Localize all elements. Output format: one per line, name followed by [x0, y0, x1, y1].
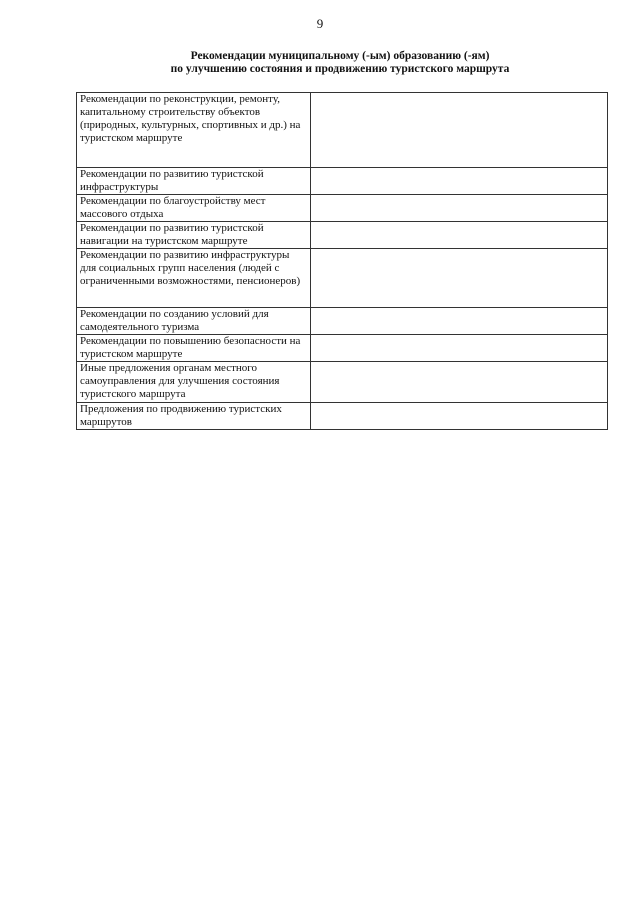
- row-label: Рекомендации по развитию туристской инфраструктуры: [77, 168, 311, 195]
- row-label: Рекомендации по реконструкции, ремонту, капитальному строительству объектов (природных, культурных, спортивных и др.) на туристском маршруте: [77, 93, 311, 168]
- document-title: [60, 50, 620, 76]
- row-value-cell: [311, 335, 608, 362]
- table-row: [77, 308, 608, 335]
- row-value-cell: [311, 249, 608, 308]
- table-row: [77, 362, 608, 403]
- row-label: Иные предложения органам местного самоуправления для улучшения состояния туристского маршрута: [77, 362, 311, 403]
- title-line-2: по улучшению состояния и продвижению туристского маршрута: [170, 63, 510, 75]
- row-value-cell: [311, 222, 608, 249]
- table-row: [77, 335, 608, 362]
- table-row: [77, 93, 608, 168]
- table-row: [77, 403, 608, 430]
- table-row: [77, 168, 608, 195]
- row-value-cell: [311, 403, 608, 430]
- row-label: Рекомендации по созданию условий для самодеятельного туризма: [77, 308, 311, 335]
- page-number: 9: [316, 16, 324, 31]
- table-row: [77, 249, 608, 308]
- row-label: Рекомендации по развитию инфраструктуры для социальных групп населения (людей с ограниченными возможностями, пенсионеров): [77, 249, 311, 308]
- title-line-1: Рекомендации муниципальному (-ым) образованию (-ям): [190, 50, 490, 62]
- row-label: Рекомендации по развитию туристской навигации на туристском маршруте: [77, 222, 311, 249]
- table-row: [77, 195, 608, 222]
- row-value-cell: [311, 93, 608, 168]
- table-row: [77, 222, 608, 249]
- row-value-cell: [311, 308, 608, 335]
- row-label: Рекомендации по повышению безопасности на туристском маршруте: [77, 335, 311, 362]
- row-value-cell: [311, 362, 608, 403]
- row-label: Предложения по продвижению туристских маршрутов: [77, 403, 311, 430]
- row-value-cell: [311, 168, 608, 195]
- recommendations-table: [76, 92, 608, 430]
- row-label: Рекомендации по благоустройству мест массового отдыха: [77, 195, 311, 222]
- row-value-cell: [311, 195, 608, 222]
